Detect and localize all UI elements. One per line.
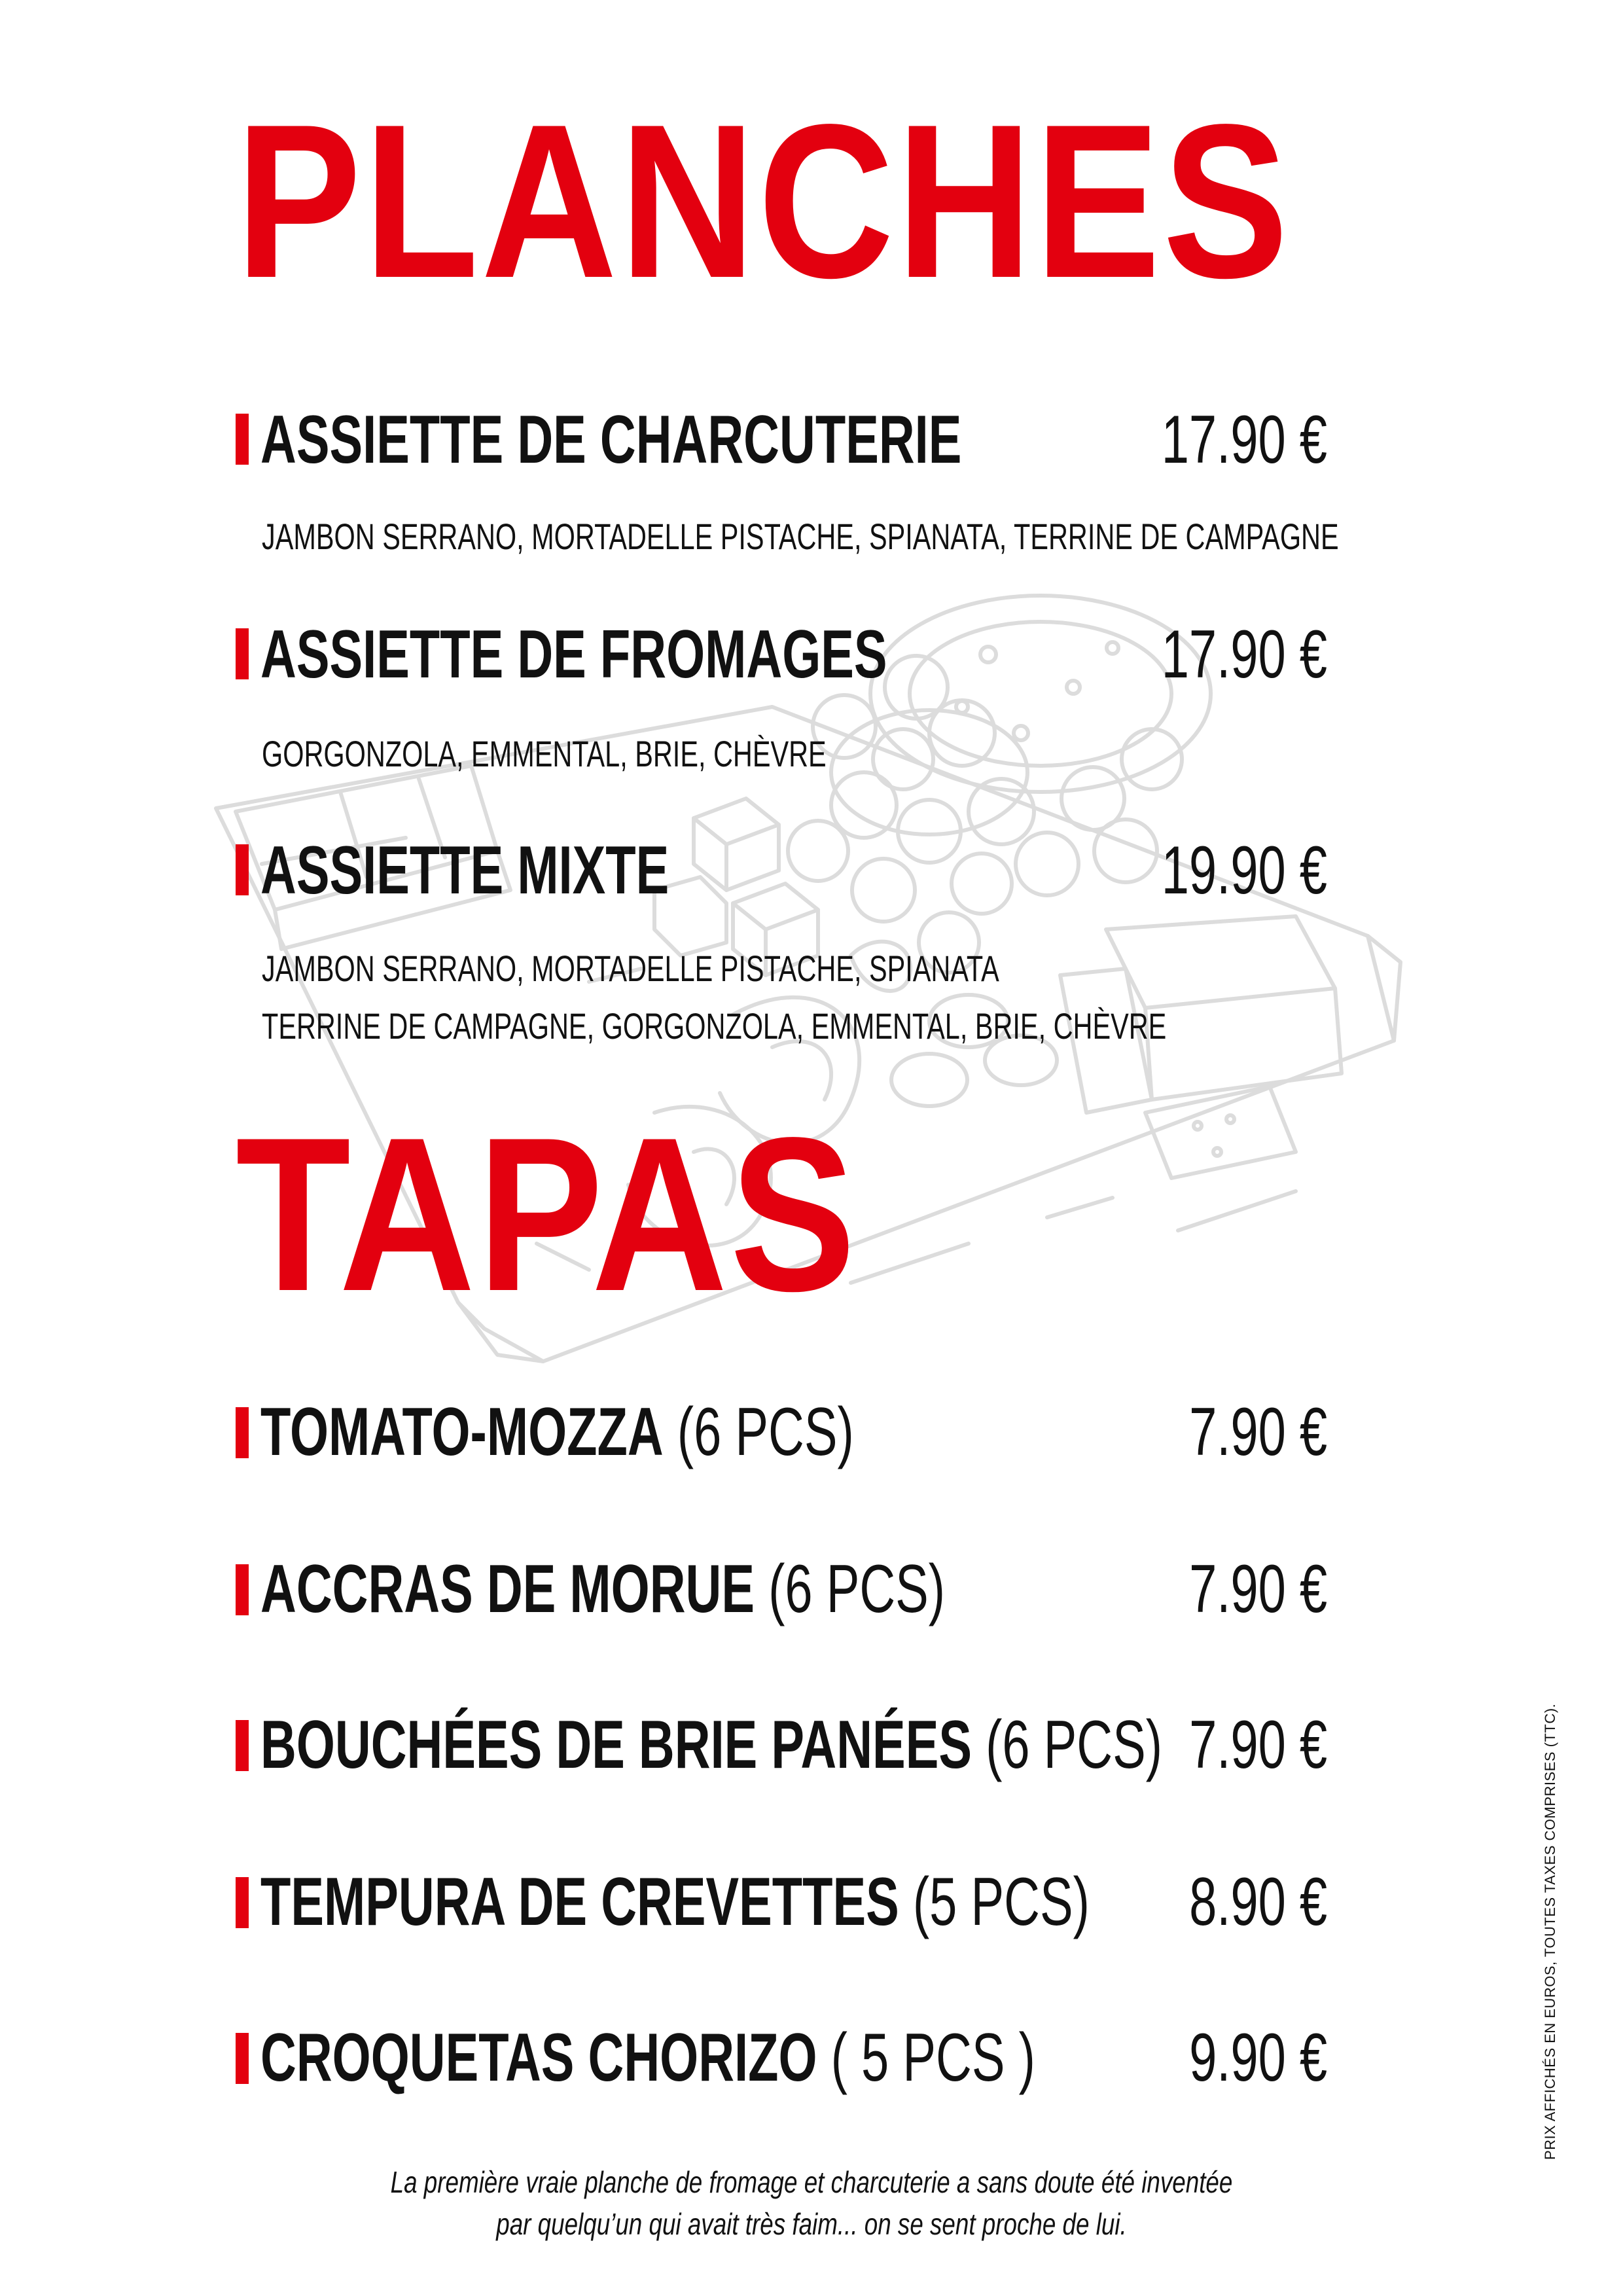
item-price: 7.90 €	[1188, 1394, 1327, 1470]
item-name	[260, 2020, 1035, 2096]
footer-line: par quelqu’un qui avait très faim... on se sent proche de lui.	[496, 2207, 1127, 2241]
footer-quote	[0, 2161, 1623, 2245]
bullet-bar	[236, 628, 249, 679]
menu-item	[228, 402, 1327, 491]
bullet-bar	[236, 844, 249, 895]
bullet-bar	[236, 1877, 249, 1928]
item-price: 9.90 €	[1188, 2020, 1327, 2096]
item-name-text: CROQUETAS CHORIZO	[260, 2020, 817, 2096]
item-quantity: (5 PCS)	[899, 1864, 1090, 1940]
item-price: 17.90 €	[1161, 617, 1327, 692]
item-price: 7.90 €	[1188, 1707, 1327, 1783]
item-quantity: ( 5 PCS )	[817, 2020, 1035, 2096]
item-description: TERRINE DE CAMPAGNE, GORGONZOLA, EMMENTAL, BRIE, CHÈVRE	[262, 1005, 1167, 1047]
tapas-title: TAPAS	[236, 1092, 858, 1336]
item-name	[260, 1864, 1090, 1940]
item-name-text: BOUCHÉES DE BRIE PANÉES	[260, 1707, 972, 1783]
item-quantity: (6 PCS)	[663, 1394, 854, 1470]
item-name: ASSIETTE MIXTE	[260, 833, 669, 908]
bullet-bar	[236, 414, 249, 465]
item-price: 17.90 €	[1161, 402, 1327, 478]
item-name: ASSIETTE DE FROMAGES	[260, 617, 887, 692]
item-name	[260, 1394, 854, 1470]
menu-item	[228, 1700, 1327, 1785]
item-quantity: (6 PCS)	[971, 1707, 1163, 1783]
item-name-text: TEMPURA DE CREVETTES	[260, 1864, 899, 1940]
price-notice: PRIX AFFICHÉS EN EUROS, TOUTES TAXES COMPRISES (TTC).	[1542, 1703, 1558, 2160]
bullet-bar	[236, 1720, 249, 1771]
item-description: JAMBON SERRANO, MORTADELLE PISTACHE, SPIANATA, TERRINE DE CAMPAGNE	[262, 516, 1339, 557]
menu-item	[228, 2013, 1327, 2098]
item-price: 8.90 €	[1188, 1864, 1327, 1940]
menu-item	[228, 1388, 1327, 1473]
bullet-bar	[236, 1407, 249, 1458]
menu-item	[228, 1857, 1327, 1943]
item-name-text: ACCRAS DE MORUE	[260, 1551, 755, 1627]
menu-item	[228, 617, 1327, 706]
item-quantity: (6 PCS)	[755, 1551, 946, 1627]
item-name: ASSIETTE DE CHARCUTERIE	[260, 402, 962, 478]
menu-item	[228, 833, 1327, 922]
item-name	[260, 1707, 1163, 1783]
item-price: 7.90 €	[1188, 1551, 1327, 1627]
bullet-bar	[236, 2033, 249, 2084]
planches-title: PLANCHES	[236, 79, 1291, 323]
item-description: JAMBON SERRANO, MORTADELLE PISTACHE, SPIANATA	[262, 948, 999, 989]
item-name	[260, 1551, 946, 1627]
item-description: GORGONZOLA, EMMENTAL, BRIE, CHÈVRE	[262, 733, 827, 774]
item-price: 19.90 €	[1161, 833, 1327, 908]
footer-line: La première vraie planche de fromage et charcuterie a sans doute été inventée	[390, 2165, 1233, 2199]
bullet-bar	[236, 1564, 249, 1615]
menu-item	[228, 1545, 1327, 1630]
item-name-text: TOMATO-MOZZA	[260, 1394, 664, 1470]
